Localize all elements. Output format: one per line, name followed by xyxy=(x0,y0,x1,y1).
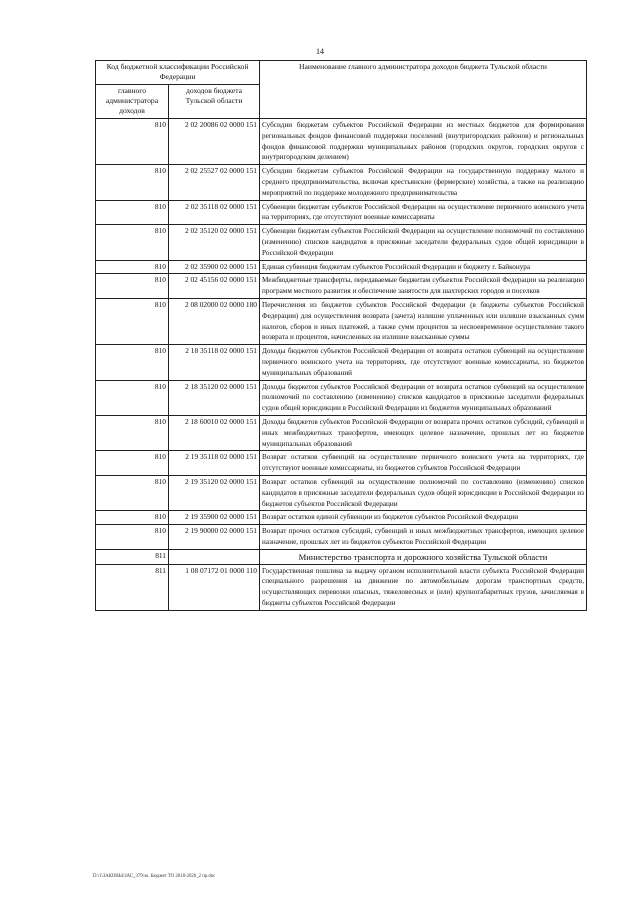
admin-code-cell: 810 xyxy=(96,225,169,260)
table-row xyxy=(96,225,587,260)
table-row xyxy=(96,451,587,476)
revenue-code-cell: 2 02 35118 02 0000 151 xyxy=(169,200,260,225)
revenue-name-cell: Возврат остатков субвенций на осуществление первичного воинского учета на территориях, где отсутствуют военные комиссариаты, из бюджетов субъектов Российской Федерации xyxy=(260,451,587,476)
revenue-code-cell: 2 18 35120 02 0000 151 xyxy=(169,380,260,415)
table-row xyxy=(96,345,587,380)
admin-code-cell: 810 xyxy=(96,260,169,274)
admin-code-cell: 810 xyxy=(96,298,169,344)
budget-revenue-table xyxy=(95,60,587,611)
revenue-name-cell: Субвенции бюджетам субъектов Российской Федерации на осуществление полномочий по составлению (изменению) списков кандидатов в присяжные заседатели федеральных судов общей юрисдикции в Российской Федерации xyxy=(260,225,587,260)
admin-code-cell: 810 xyxy=(96,274,169,299)
admin-code-cell: 810 xyxy=(96,119,169,165)
admin-code-cell: 810 xyxy=(96,165,169,200)
table-row xyxy=(96,260,587,274)
revenue-code-cell: 2 02 25527 02 0000 151 xyxy=(169,165,260,200)
revenue-code-cell: 2 18 35118 02 0000 151 xyxy=(169,345,260,380)
revenue-code-cell: 2 19 35900 02 0000 151 xyxy=(169,511,260,525)
revenue-name-cell: Возврат остатков единой субвенции из бюджетов субъектов Российской Федерации xyxy=(260,511,587,525)
revenue-code-cell: 2 19 35118 02 0000 151 xyxy=(169,451,260,476)
revenue-code-cell: 2 02 35900 02 0000 151 xyxy=(169,260,260,274)
table-body xyxy=(96,119,587,611)
header-code-group: Код бюджетной классификации Российской Федерации xyxy=(96,61,260,85)
revenue-code-cell: 2 02 20086 02 0000 151 xyxy=(169,119,260,165)
table-row xyxy=(96,564,587,610)
admin-code-cell: 810 xyxy=(96,511,169,525)
revenue-name-cell: Единая субвенция бюджетам субъектов Российской Федерации и бюджету г. Байконура xyxy=(260,260,587,274)
table-section-row xyxy=(96,549,587,564)
revenue-name-cell: Доходы бюджетов субъектов Российской Федерации от возврата остатков субвенций на осуществление полномочий по составлению (изменению) списков кандидатов в присяжные заседатели федеральных судов общей юрисдикции в Российской Федерации из бюджетов муниципальных образований xyxy=(260,380,587,415)
table-row xyxy=(96,475,587,510)
revenue-code-cell: 2 19 35120 02 0000 151 xyxy=(169,475,260,510)
section-title-cell: Министерство транспорта и дорожного хозяйства Тульской области xyxy=(260,549,587,564)
header-name: Наименование главного администратора доходов бюджета Тульской области xyxy=(260,61,587,119)
admin-code-cell: 810 xyxy=(96,415,169,450)
admin-code-cell: 811 xyxy=(96,564,169,610)
revenue-name-cell: Субвенции бюджетам субъектов Российской Федерации на осуществление первичного воинского учета на территориях, где отсутствуют военные комиссариаты xyxy=(260,200,587,225)
header-revenue-code: доходов бюджета Тульской области xyxy=(169,85,260,119)
revenue-code-cell: 1 08 07172 01 0000 110 xyxy=(169,564,260,610)
admin-code-cell: 810 xyxy=(96,451,169,476)
revenue-code-cell: 2 08 02000 02 0000 180 xyxy=(169,298,260,344)
table-row xyxy=(96,525,587,550)
revenue-name-cell: Перечисления из бюджетов субъектов Российской Федерации (в бюджеты субъектов Российской Федерации) для осуществления возврата (зачета) излишне уплаченных или излишне взысканных сумм налогов, сборов и иных платежей, а также сумм процентов за несвоевременное осуществление такого возврата и процентов, начисленных на излишне взысканные суммы xyxy=(260,298,587,344)
revenue-name-cell: Доходы бюджетов субъектов Российской Федерации от возврата прочих остатков субсидий, субвенций и иных межбюджетных трансфертов, имеющих целевое назначение, прошлых лет из бюджетов муниципальных образований xyxy=(260,415,587,450)
table-row xyxy=(96,298,587,344)
revenue-name-cell: Государственная пошлина за выдачу органом исполнительной власти субъекта Российской Федерации специального разрешения на движение по автомобильным дорогам транспортных средств, осуществляющих перевозки опасных, тяжеловесных и (или) крупногабаритных грузов, зачисляемая в бюджеты субъектов Российской Федерации xyxy=(260,564,587,610)
admin-code-cell: 810 xyxy=(96,525,169,550)
revenue-code-cell xyxy=(169,549,260,564)
table-row xyxy=(96,380,587,415)
header-admin-code: главного администратора доходов xyxy=(96,85,169,119)
footer-file-path: D:\1\ЗАКОНЫ\ЗАС_379\зо. Бюджет ТО 2018-2020_2 пр.doc xyxy=(93,874,216,879)
table-row xyxy=(96,200,587,225)
table-row xyxy=(96,119,587,165)
revenue-name-cell: Субсидии бюджетам субъектов Российской Федерации из местных бюджетов для формирования региональных фондов финансовой поддержки поселений (внутригородских районов) и региональных фондов финансовой поддержки муниципальных районов (городских округов, городских округов с внутригородским делением) xyxy=(260,119,587,165)
admin-code-cell: 810 xyxy=(96,475,169,510)
table-row xyxy=(96,415,587,450)
table-header xyxy=(96,61,587,119)
revenue-name-cell: Доходы бюджетов субъектов Российской Федерации от возврата остатков субвенций на осуществление первичного воинского учета на территориях, где отсутствуют военные комиссариаты, из бюджетов муниципальных образований xyxy=(260,345,587,380)
revenue-code-cell: 2 19 90000 02 0000 151 xyxy=(169,525,260,550)
admin-code-cell: 811 xyxy=(96,549,169,564)
revenue-code-cell: 2 02 45156 02 0000 151 xyxy=(169,274,260,299)
admin-code-cell: 810 xyxy=(96,380,169,415)
table-row xyxy=(96,511,587,525)
table-row xyxy=(96,165,587,200)
revenue-name-cell: Межбюджетные трансферты, передаваемые бюджетам субъектов Российской Федерации на реализацию программ местного развития и обеспечение занятости для шахтерских городов и поселков xyxy=(260,274,587,299)
admin-code-cell: 810 xyxy=(96,200,169,225)
revenue-code-cell: 2 02 35120 02 0000 151 xyxy=(169,225,260,260)
admin-code-cell: 810 xyxy=(96,345,169,380)
revenue-name-cell: Возврат остатков субвенций на осуществление полномочий по составлению (изменению) списков кандидатов в присяжные заседатели федеральных судов общей юрисдикции в Российской Федерации из бюджетов субъектов Российской Федерации xyxy=(260,475,587,510)
revenue-name-cell: Возврат прочих остатков субсидий, субвенций и иных межбюджетных трансфертов, имеющих целевое назначение, прошлых лет из бюджетов субъектов Российской Федерации xyxy=(260,525,587,550)
table-row xyxy=(96,274,587,299)
revenue-code-cell: 2 18 60010 02 0000 151 xyxy=(169,415,260,450)
page-number: 14 xyxy=(316,47,324,56)
revenue-name-cell: Субсидии бюджетам субъектов Российской Федерации на государственную поддержку малого и среднего предпринимательства, включая крестьянские (фермерские) хозяйства, а также на реализацию мероприятий по поддержке молодежного предпринимательства xyxy=(260,165,587,200)
